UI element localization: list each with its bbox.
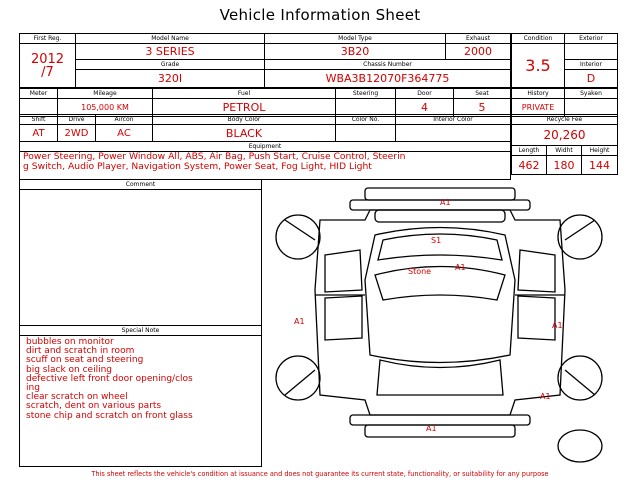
body-color-label: Body Color: [153, 115, 336, 125]
model-info-table: [19, 33, 511, 88]
recycle-fee-value: 20,260: [512, 125, 618, 146]
drive-value: 2WD: [58, 125, 96, 142]
special-note-item: clear scratch on wheel: [26, 392, 128, 403]
wheel-rear-left-shape: [276, 356, 320, 400]
special-note-label: Special Note: [20, 326, 261, 336]
comment-box: [19, 179, 262, 326]
damage-mark-windshield-stone: Stone: [408, 267, 432, 276]
mileage-value: 105,000 KM: [58, 99, 153, 117]
history-label: History: [512, 89, 565, 99]
body-color-value: BLACK: [153, 125, 336, 142]
condition-label: Condition: [512, 34, 565, 44]
special-note-box: [19, 325, 262, 467]
grade-value: 320I: [76, 70, 265, 88]
first-reg-year: 2012: [30, 51, 65, 67]
special-note-item: scuff on seat and steering: [26, 355, 144, 366]
shift-value: AT: [20, 125, 58, 142]
syaken-label: Syaken: [565, 89, 618, 99]
damage-mark-front-bumper: A1: [426, 424, 437, 433]
recycle-fee-label: Recycle Fee: [512, 115, 618, 125]
aircon-value: AC: [96, 125, 153, 142]
damage-mark-windshield: A1: [455, 263, 466, 272]
special-note-item: defective left front door opening/clos: [26, 373, 193, 384]
damage-mark-right-rear-corner: A1: [540, 392, 551, 401]
chassis-number-label: Chassis Number: [265, 60, 511, 70]
model-name-value: 3 SERIES: [76, 44, 265, 60]
aircon-label: Aircon: [96, 115, 153, 125]
fuel-label: Fuel: [153, 89, 336, 99]
car-damage-diagram: [265, 180, 620, 465]
equipment-list: [20, 152, 511, 180]
history-table: [511, 88, 618, 117]
fuel-value: PETROL: [153, 99, 336, 117]
shift-label: Shift: [20, 115, 58, 125]
damage-mark-left-side: A1: [294, 317, 305, 326]
disclaimer-footer: This sheet reflects the vehicle's condition at issuance and does not guarantee its current state, functionality, or suitability for any purpose: [91, 470, 549, 478]
history-value: PRIVATE: [512, 99, 565, 117]
special-note-item: big slack on ceiling: [26, 364, 112, 375]
length-label: Length: [512, 146, 547, 156]
recycle-dimensions-table: [511, 114, 618, 175]
wheel-front-right-shape: [558, 215, 602, 259]
damage-mark-roof: S1: [431, 236, 442, 245]
door-value: 4: [396, 99, 454, 117]
interior-label: Interior: [565, 60, 618, 70]
width-value: 180: [547, 156, 582, 175]
length-value: 462: [512, 156, 547, 175]
special-note-item: stone chip and scratch on front glass: [26, 410, 193, 421]
equipment-label: Equipment: [20, 142, 511, 152]
wheel-rear-right-shape: [558, 356, 602, 400]
first-reg-label: First Reg.: [20, 34, 76, 44]
exhaust-value: 2000: [446, 44, 511, 60]
special-note-item: dirt and scratch in room: [26, 346, 135, 357]
special-note-item: ing: [26, 383, 40, 394]
seat-value: 5: [454, 99, 511, 117]
damage-mark-rear: A1: [440, 198, 451, 207]
color-no-label: Color No.: [336, 115, 396, 125]
width-label: Widht: [547, 146, 582, 156]
special-note-list: [20, 336, 261, 423]
equipment-line-2: g Switch, Audio Player, Navigation System, Power Seat, Fog Light, HID Light: [23, 161, 372, 172]
interior-value: D: [565, 70, 618, 88]
wheel-front-left-shape: [276, 215, 320, 259]
steering-label: Steering: [336, 89, 396, 99]
sheet-title: Vehicle Information Sheet: [219, 6, 421, 24]
height-label: Height: [582, 146, 618, 156]
comment-text: [20, 190, 261, 194]
equipment-line-1: Power Steering, Power Window All, ABS, Air Bag, Push Start, Cruise Control, Steerin: [23, 151, 406, 162]
exterior-label: Exterior: [565, 34, 618, 44]
interior-color-label: Interior Color: [396, 115, 511, 125]
seat-label: Seat: [454, 89, 511, 99]
height-value: 144: [582, 156, 618, 175]
comment-label: Comment: [20, 180, 261, 190]
grade-label: Grade: [76, 60, 265, 70]
model-type-label: Model Type: [265, 34, 446, 44]
meter-label: Meter: [20, 89, 58, 99]
special-note-item: scratch, dent on various parts: [26, 401, 162, 412]
condition-value: 3.5: [512, 44, 565, 88]
spare-wheel-shape: [558, 430, 602, 462]
exterior-value: [565, 44, 618, 60]
model-name-label: Model Name: [76, 34, 265, 44]
interior-color-value: [396, 125, 511, 142]
first-reg-month: /7: [41, 64, 54, 80]
color-no-value: [336, 125, 396, 142]
first-reg-value: [20, 44, 76, 88]
exhaust-label: Exhaust: [446, 34, 511, 44]
drive-label: Drive: [58, 115, 96, 125]
mileage-label: Mileage: [58, 89, 153, 99]
special-note-item: bubbles on monitor: [26, 337, 114, 347]
model-type-value: 3B20: [265, 44, 446, 60]
damage-mark-right-side: A1: [552, 321, 563, 330]
equipment-specs-table: [19, 114, 511, 180]
chassis-number-value: WBA3B12070F364775: [265, 70, 511, 88]
condition-table: [511, 33, 618, 88]
vehicle-specs-table: [19, 88, 511, 117]
door-label: Door: [396, 89, 454, 99]
